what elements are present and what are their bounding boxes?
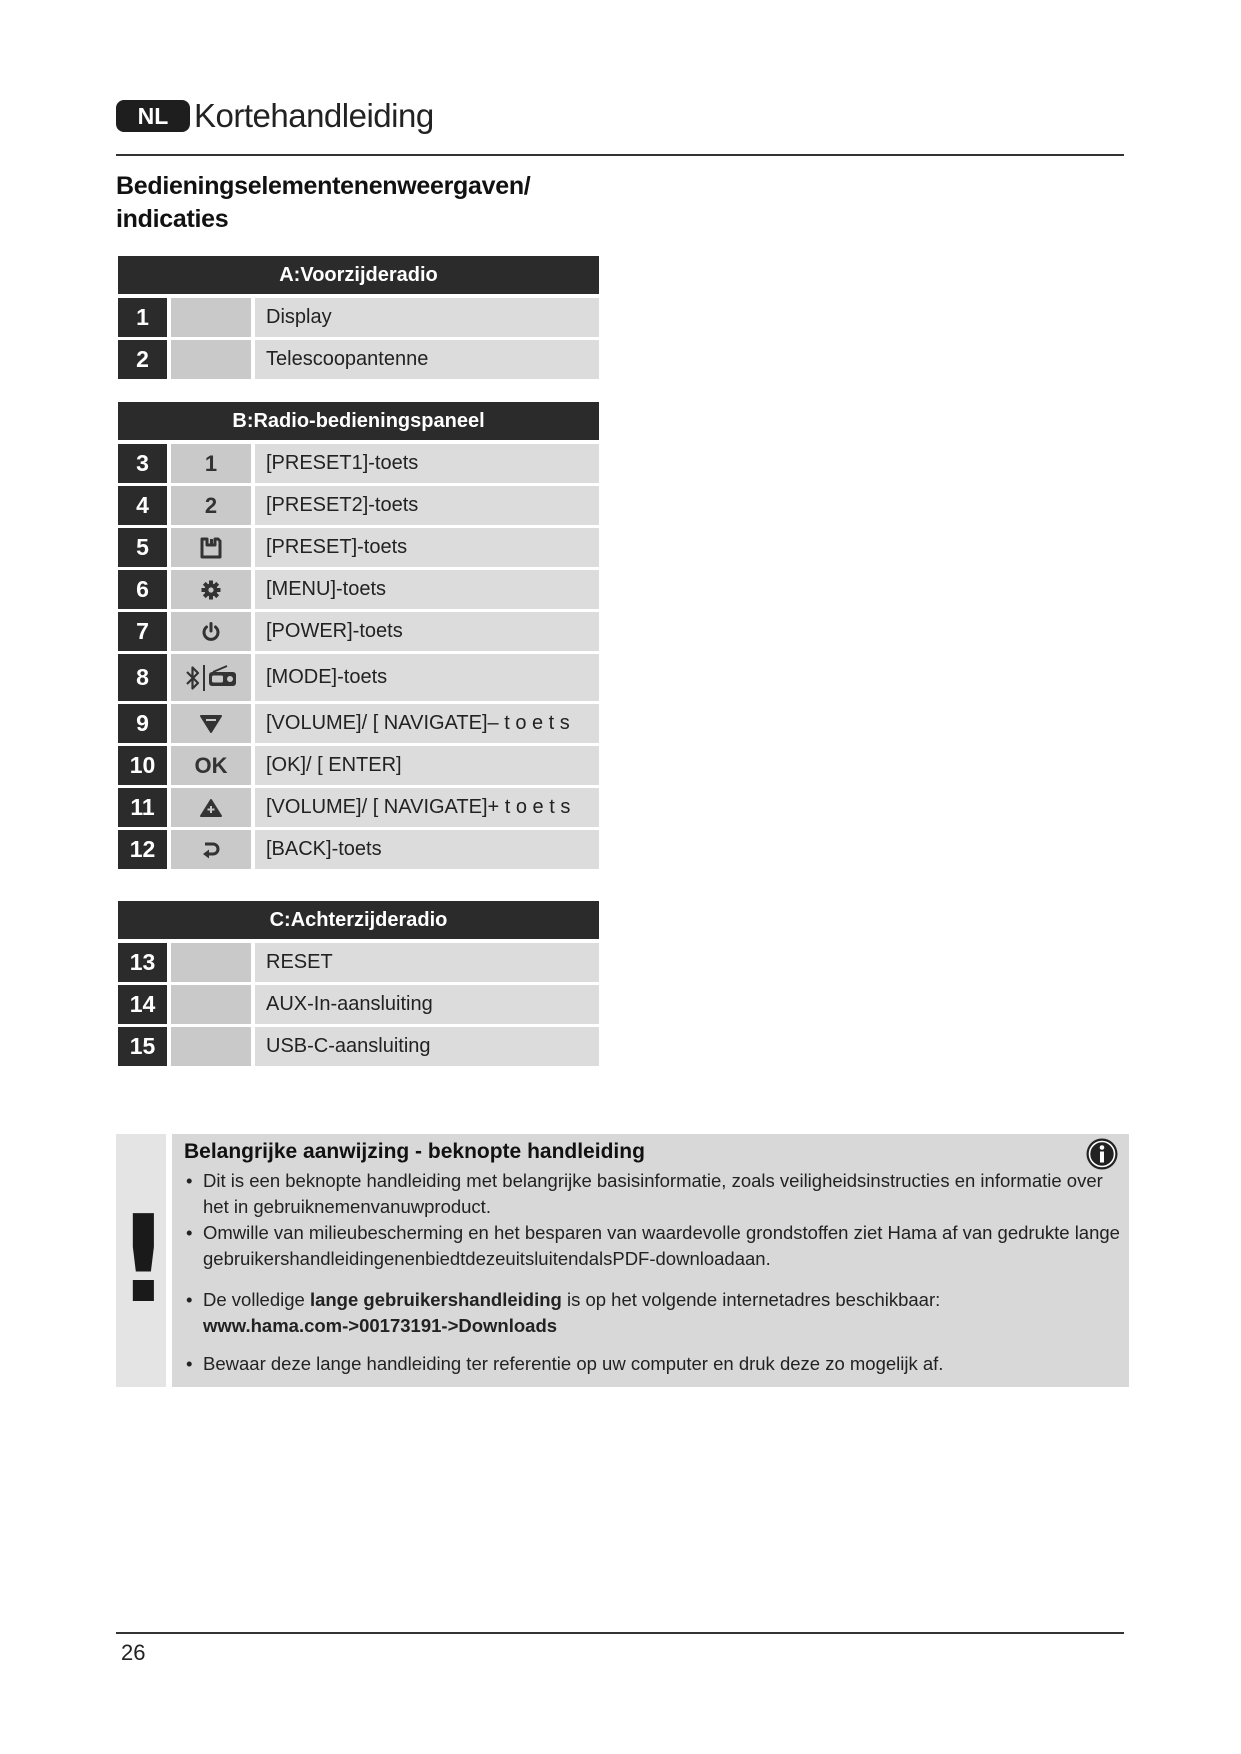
row-label: [OK]/ [ ENTER] <box>255 746 599 785</box>
row-number: 4 <box>118 486 167 525</box>
table-row <box>118 830 599 869</box>
table-row <box>118 486 599 525</box>
gear-icon <box>201 580 221 600</box>
table-header: A:Voorzijderadio <box>118 256 599 294</box>
table-header: B:Radio-bedieningspaneel <box>118 402 599 440</box>
save-icon <box>199 537 223 559</box>
list-item: • Bewaar deze lange handleiding ter referentie op uw computer en druk deze zo mogelijk af. <box>184 1351 1121 1377</box>
preset2-symbol: 2 <box>171 486 251 525</box>
row-number: 6 <box>118 570 167 609</box>
row-label: [MODE]-toets <box>255 654 599 701</box>
table-row <box>118 654 599 701</box>
table-row <box>118 985 599 1024</box>
manual-emphasis: lange gebruikershandleiding <box>309 1289 562 1310</box>
table-row <box>118 528 599 567</box>
symbol-cell <box>171 704 251 743</box>
exclamation-mark: ! <box>116 1134 166 1387</box>
row-number: 9 <box>118 704 167 743</box>
section-heading: Bedieningselementenenweergaven/ indicaties <box>116 172 531 233</box>
row-number: 1 <box>118 298 167 337</box>
notice-title: Belangrijke aanwijzing - beknopte handleiding <box>184 1140 645 1163</box>
ok-symbol: OK <box>171 746 251 785</box>
table-row <box>118 444 599 483</box>
row-number: 15 <box>118 1027 167 1066</box>
table-row <box>118 746 599 785</box>
symbol-cell <box>171 570 251 609</box>
power-icon <box>200 621 222 643</box>
row-label: [VOLUME]/ [ NAVIGATE]– t o e t s <box>255 704 599 743</box>
row-label: [BACK]-toets <box>255 830 599 869</box>
preset1-symbol: 1 <box>171 444 251 483</box>
table-row <box>118 704 599 743</box>
download-url[interactable]: www.hama.com->00173191->Downloads <box>203 1315 558 1336</box>
list-item: • Omwille van milieubescherming en het besparen van waardevolle grondstoffen ziet Hama af van gedrukte lange gebruikershandleidingenenbiedtdezeuitsluitendalsPDF-downloadaan. <box>184 1220 1121 1272</box>
row-number: 8 <box>118 654 167 701</box>
list-item: • De volledige lange gebruikershandleiding is op het volgende internetadres beschikbaar: www.hama.com->00173191->Downloads <box>184 1287 1121 1339</box>
symbol-cell <box>171 612 251 651</box>
row-number: 13 <box>118 943 167 982</box>
table-front-radio <box>118 256 599 382</box>
symbol-cell <box>171 943 251 982</box>
language-badge: NL <box>116 100 190 132</box>
triangle-down-icon <box>199 714 223 734</box>
row-label: RESET <box>255 943 599 982</box>
row-label: [PRESET2]-toets <box>255 486 599 525</box>
row-label: [MENU]-toets <box>255 570 599 609</box>
table-radio-control-panel <box>118 402 599 872</box>
row-label: Display <box>255 298 599 337</box>
triangle-up-icon <box>199 798 223 818</box>
table-header: C:Achterzijderadio <box>118 901 599 939</box>
row-label: USB-C-aansluiting <box>255 1027 599 1066</box>
table-row <box>118 570 599 609</box>
row-number: 10 <box>118 746 167 785</box>
row-number: 11 <box>118 788 167 827</box>
symbol-cell <box>171 788 251 827</box>
back-icon <box>200 840 222 860</box>
notice-list <box>184 1168 1121 1377</box>
row-number: 7 <box>118 612 167 651</box>
row-number: 2 <box>118 340 167 379</box>
notice-content <box>172 1134 1129 1387</box>
symbol-cell <box>171 298 251 337</box>
symbol-cell <box>171 528 251 567</box>
row-label: [PRESET1]-toets <box>255 444 599 483</box>
page-number: 26 <box>121 1640 146 1665</box>
table-row <box>118 298 599 337</box>
page-header <box>116 98 1124 156</box>
table-row <box>118 943 599 982</box>
list-item: • Dit is een beknopte handleiding met belangrijke basisinformatie, zoals veiligheidsinstructies en informatie over het in gebruiknemenvanuwproduct. <box>184 1168 1121 1220</box>
row-label: Telescoopantenne <box>255 340 599 379</box>
row-number: 5 <box>118 528 167 567</box>
row-label: [VOLUME]/ [ NAVIGATE]+ t o e t s <box>255 788 599 827</box>
row-label: [PRESET]-toets <box>255 528 599 567</box>
table-row <box>118 612 599 651</box>
row-number: 14 <box>118 985 167 1024</box>
table-back-radio <box>118 901 599 1069</box>
table-row <box>118 1027 599 1066</box>
table-row <box>118 340 599 379</box>
row-number: 12 <box>118 830 167 869</box>
row-label: AUX-In-aansluiting <box>255 985 599 1024</box>
symbol-cell <box>171 985 251 1024</box>
row-label: [POWER]-toets <box>255 612 599 651</box>
bluetooth-radio-icon <box>183 663 239 693</box>
row-number: 3 <box>118 444 167 483</box>
symbol-cell <box>171 1027 251 1066</box>
symbol-cell <box>171 654 251 701</box>
page-title: Kortehandleiding <box>194 97 434 134</box>
footer-divider <box>116 1632 1124 1634</box>
important-notice <box>116 1134 1129 1387</box>
table-row <box>118 788 599 827</box>
symbol-cell <box>171 830 251 869</box>
symbol-cell <box>171 340 251 379</box>
